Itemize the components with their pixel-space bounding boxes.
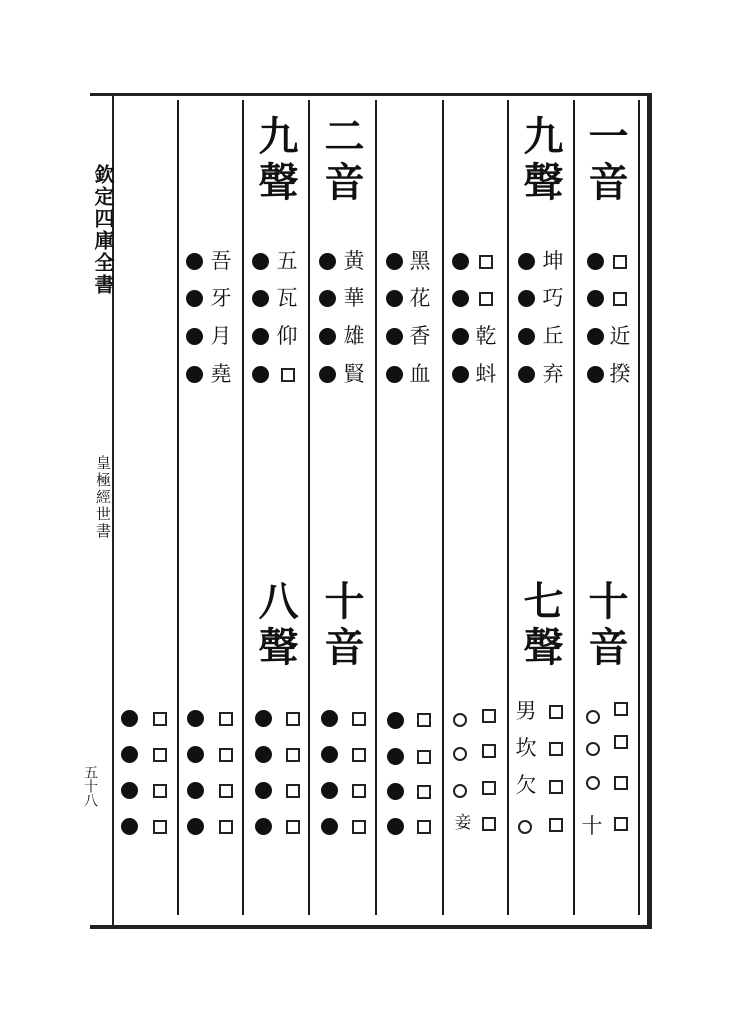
filled-dot-marker [187,782,204,799]
filled-dot-marker [321,782,338,799]
glyph: 妾 [454,813,472,833]
glyph: 弃 [542,362,564,386]
filled-dot-marker [452,366,469,383]
glyph: 瓦 [276,286,298,310]
glyph: 血 [409,362,431,386]
glyph: 堯 [210,362,232,386]
margin-page-number: 五十八 [82,765,98,807]
column-rule [375,100,377,915]
filled-dot-marker [386,366,403,383]
filled-dot-marker [252,328,269,345]
blank-square-marker [417,785,431,799]
glyph: 欠 [515,773,537,797]
filled-dot-marker [252,290,269,307]
blank-square-marker [153,784,167,798]
filled-dot-marker [452,290,469,307]
blank-square-marker [614,776,628,790]
blank-square-marker [482,817,496,831]
filled-dot-marker [321,746,338,763]
heading-col1-lower: 十音 [582,580,629,672]
heading-col2: 九聲 [517,115,564,207]
blank-square-marker [153,820,167,834]
blank-square-marker [352,712,366,726]
filled-dot-marker [252,366,269,383]
column-rule [573,100,575,915]
glyph: 賢 [343,362,365,386]
filled-dot-marker [587,366,604,383]
filled-dot-marker [518,366,535,383]
blank-square-marker [549,705,563,719]
blank-square-marker [482,781,496,795]
open-circle-marker [453,784,467,798]
glyph: 近 [609,324,631,348]
blank-square-marker [286,820,300,834]
filled-dot-marker [186,290,203,307]
filled-dot-marker [387,712,404,729]
blank-square-marker [219,820,233,834]
blank-square-marker [479,255,493,269]
open-circle-marker [453,713,467,727]
blank-square-marker [153,712,167,726]
glyph: 花 [409,286,431,310]
blank-square-marker [549,818,563,832]
glyph: 雄 [343,324,365,348]
glyph: 十 [581,814,603,838]
heading-col1: 一音 [582,115,629,207]
page-frame [90,93,652,929]
filled-dot-marker [255,710,272,727]
filled-dot-marker [386,290,403,307]
filled-dot-marker [321,710,338,727]
glyph: 五 [276,249,298,273]
glyph: 乾 [475,324,497,348]
filled-dot-marker [452,253,469,270]
filled-dot-marker [121,746,138,763]
glyph: 丘 [542,324,564,348]
glyph: 坤 [542,249,564,273]
open-circle-marker [586,710,600,724]
blank-square-marker [352,820,366,834]
blank-square-marker [219,784,233,798]
filled-dot-marker [121,818,138,835]
heading-col2-lower: 七聲 [517,580,564,672]
blank-square-marker [219,712,233,726]
open-circle-marker [453,747,467,761]
blank-square-marker [352,784,366,798]
column-rule [242,100,244,915]
blank-square-marker [286,748,300,762]
filled-dot-marker [387,783,404,800]
filled-dot-marker [387,818,404,835]
glyph: 坎 [515,736,537,760]
blank-square-marker [352,748,366,762]
margin-book-title: 皇極經世書 [94,455,112,540]
filled-dot-marker [255,818,272,835]
blank-square-marker [614,702,628,716]
blank-square-marker [153,748,167,762]
blank-square-marker [549,742,563,756]
glyph: 巧 [542,286,564,310]
blank-square-marker [613,292,627,306]
filled-dot-marker [587,328,604,345]
filled-dot-marker [186,328,203,345]
glyph: 揆 [609,362,631,386]
filled-dot-marker [255,782,272,799]
glyph: 仰 [276,324,298,348]
filled-dot-marker [187,746,204,763]
blank-square-marker [286,712,300,726]
column-rule [638,100,640,915]
filled-dot-marker [518,290,535,307]
glyph: 月 [210,324,232,348]
filled-dot-marker [321,818,338,835]
filled-dot-marker [518,253,535,270]
filled-dot-marker [187,710,204,727]
blank-square-marker [479,292,493,306]
margin-series-title: 欽定四庫全書 [91,164,115,296]
glyph: 吾 [210,249,232,273]
glyph: 香 [409,324,431,348]
heading-col6: 九聲 [252,115,299,207]
column-rule [507,100,509,915]
filled-dot-marker [121,782,138,799]
blank-square-marker [549,780,563,794]
blank-square-marker [286,784,300,798]
blank-square-marker [417,820,431,834]
filled-dot-marker [518,328,535,345]
column-rule [177,100,179,915]
filled-dot-marker [187,818,204,835]
blank-square-marker [614,735,628,749]
open-circle-marker [586,776,600,790]
heading-col5: 二音 [318,115,365,207]
blank-square-marker [613,255,627,269]
open-circle-marker [518,820,532,834]
glyph: 黑 [409,249,431,273]
blank-square-marker [417,713,431,727]
blank-square-marker [614,817,628,831]
blank-square-marker [219,748,233,762]
filled-dot-marker [319,253,336,270]
filled-dot-marker [587,253,604,270]
column-rule [308,100,310,915]
glyph: 牙 [210,286,232,310]
heading-col6-lower: 八聲 [252,580,299,672]
filled-dot-marker [255,746,272,763]
filled-dot-marker [587,290,604,307]
filled-dot-marker [452,328,469,345]
open-circle-marker [586,742,600,756]
glyph: 男 [515,699,537,723]
filled-dot-marker [319,328,336,345]
heading-col5-lower: 十音 [318,580,365,672]
filled-dot-marker [386,253,403,270]
filled-dot-marker [386,328,403,345]
blank-square-marker [417,750,431,764]
filled-dot-marker [121,710,138,727]
filled-dot-marker [186,366,203,383]
glyph: 蚪 [475,362,497,386]
column-rule [442,100,444,915]
glyph: 黄 [343,249,365,273]
filled-dot-marker [319,366,336,383]
filled-dot-marker [319,290,336,307]
blank-square-marker [482,709,496,723]
filled-dot-marker [387,748,404,765]
filled-dot-marker [186,253,203,270]
blank-square-marker [482,744,496,758]
filled-dot-marker [252,253,269,270]
blank-square-marker [281,368,295,382]
glyph: 華 [343,286,365,310]
